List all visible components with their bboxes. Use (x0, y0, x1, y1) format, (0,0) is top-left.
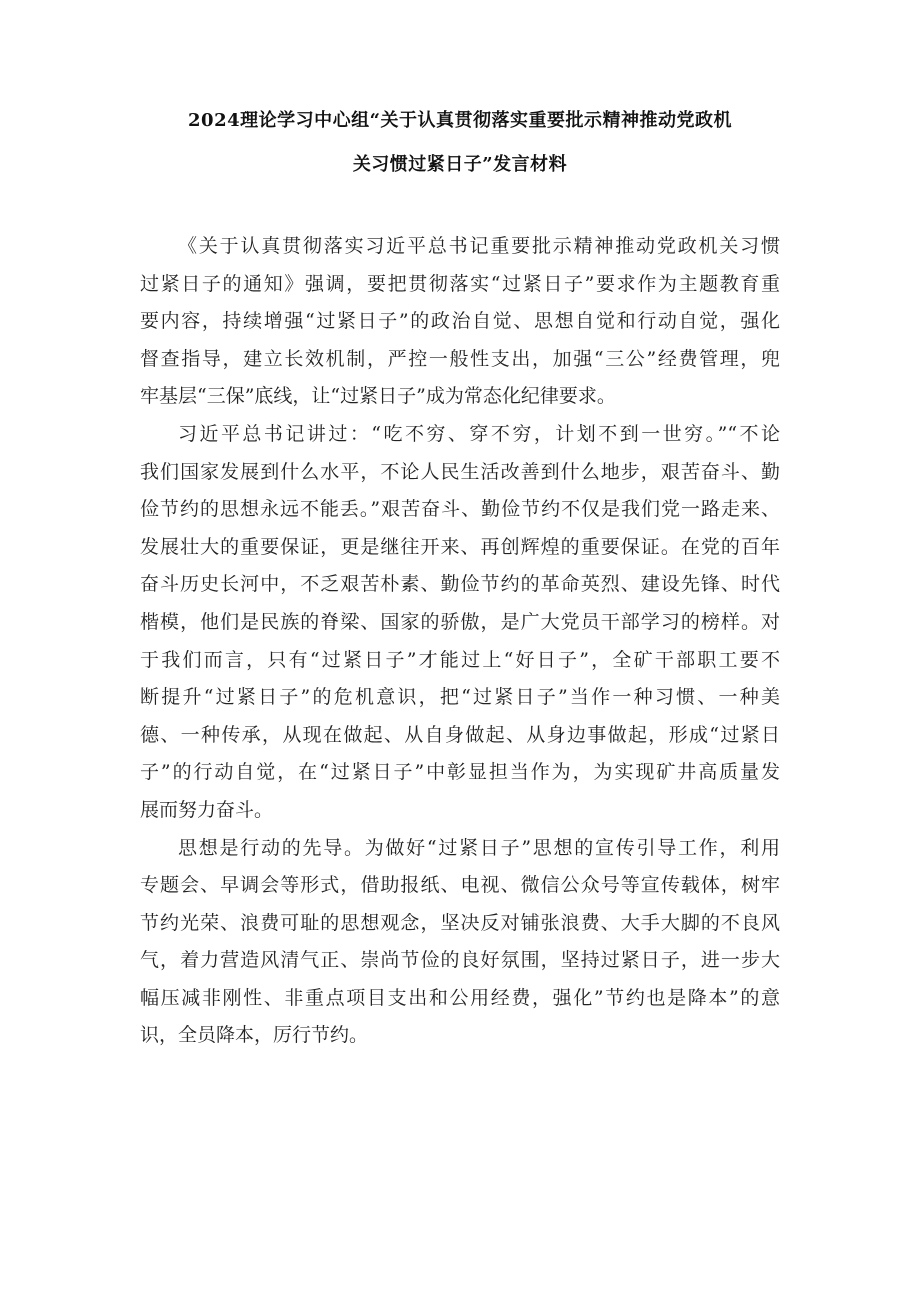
paragraph-line: 牢基层“三保”底线，让“过紧日子”成为常态化纪律要求。 (140, 385, 616, 408)
paragraph-line: 子”的行动自觉，在“过紧日子”中彰显担当作为，为实现矿井高质量发 (140, 761, 780, 784)
paragraph-3 (140, 830, 780, 1056)
paragraph-line: 节约光荣、浪费可耻的思想观念，坚决反对铺张浪费、大手大脚的不良风 (140, 911, 780, 934)
paragraph-1 (140, 228, 780, 416)
paragraph-line: 我们国家发展到什么水平，不论人民生活改善到什么地步，艰苦奋斗、勤 (140, 460, 780, 483)
document-body (140, 228, 780, 1055)
paragraph-line: 楷模，他们是民族的脊梁、国家的骄傲，是广大党员干部学习的榜样。对 (140, 610, 780, 633)
paragraph-line: 专题会、早调会等形式，借助报纸、电视、微信公众号等宣传载体，树牢 (140, 874, 780, 897)
document-title-line-2: 关习惯过紧日子”发言材料 (352, 154, 568, 175)
paragraph-line: 幅压减非刚性、非重点项目支出和公用经费，强化”节约也是降本”的意 (140, 986, 780, 1009)
paragraph-line: 发展壮大的重要保证，更是继往开来、再创辉煌的重要保证。在党的百年 (140, 535, 780, 558)
paragraph-2 (140, 416, 780, 830)
paragraph-line: 习近平总书记讲过：“吃不穷、穿不穷，计划不到一世穷。”“不论 (178, 422, 780, 445)
paragraph-line: 识，全员降本，厉行节约。 (140, 1024, 369, 1047)
paragraph-line: 过紧日子的通知》强调，要把贯彻落实“过紧日子”要求作为主题教育重 (140, 272, 780, 295)
paragraph-line: 《关于认真贯彻落实习近平总书记重要批示精神推动党政机关习惯 (178, 235, 780, 257)
paragraph-line: 断提升“过紧日子”的危机意识，把“过紧日子”当作一种习惯、一种美 (140, 686, 780, 709)
paragraph-line: 俭节约的思想永远不能丢。”艰苦奋斗、勤俭节约不仅是我们党一路走来、 (140, 498, 780, 521)
paragraph-line: 思想是行动的先导。为做好“过紧日子”思想的宣传引导工作，利用 (178, 836, 780, 859)
paragraph-line: 要内容，持续增强“过紧日子”的政治自觉、思想自觉和行动自觉，强化 (140, 310, 780, 333)
paragraph-line: 气，着力营造风清气正、崇尚节俭的良好氛围，坚持过紧日子，进一步大 (140, 949, 780, 972)
paragraph-line: 于我们而言，只有“过紧日子”才能过上“好日子”，全矿干部职工要不 (140, 648, 780, 671)
paragraph-line: 奋斗历史长河中，不乏艰苦朴素、勤俭节约的革命英烈、建设先锋、时代 (140, 573, 780, 596)
paragraph-line: 督查指导，建立长效机制，严控一般性支出，加强“三公”经费管理，兜 (140, 347, 780, 370)
document-title-line-1: 2024理论学习中心组“关于认真贯彻落实重要批示精神推动党政机 (188, 110, 732, 131)
paragraph-line: 展而努力奋斗。 (140, 798, 274, 821)
paragraph-line: 德、一种传承，从现在做起、从自身做起、从身边事做起，形成“过紧日 (140, 723, 780, 746)
